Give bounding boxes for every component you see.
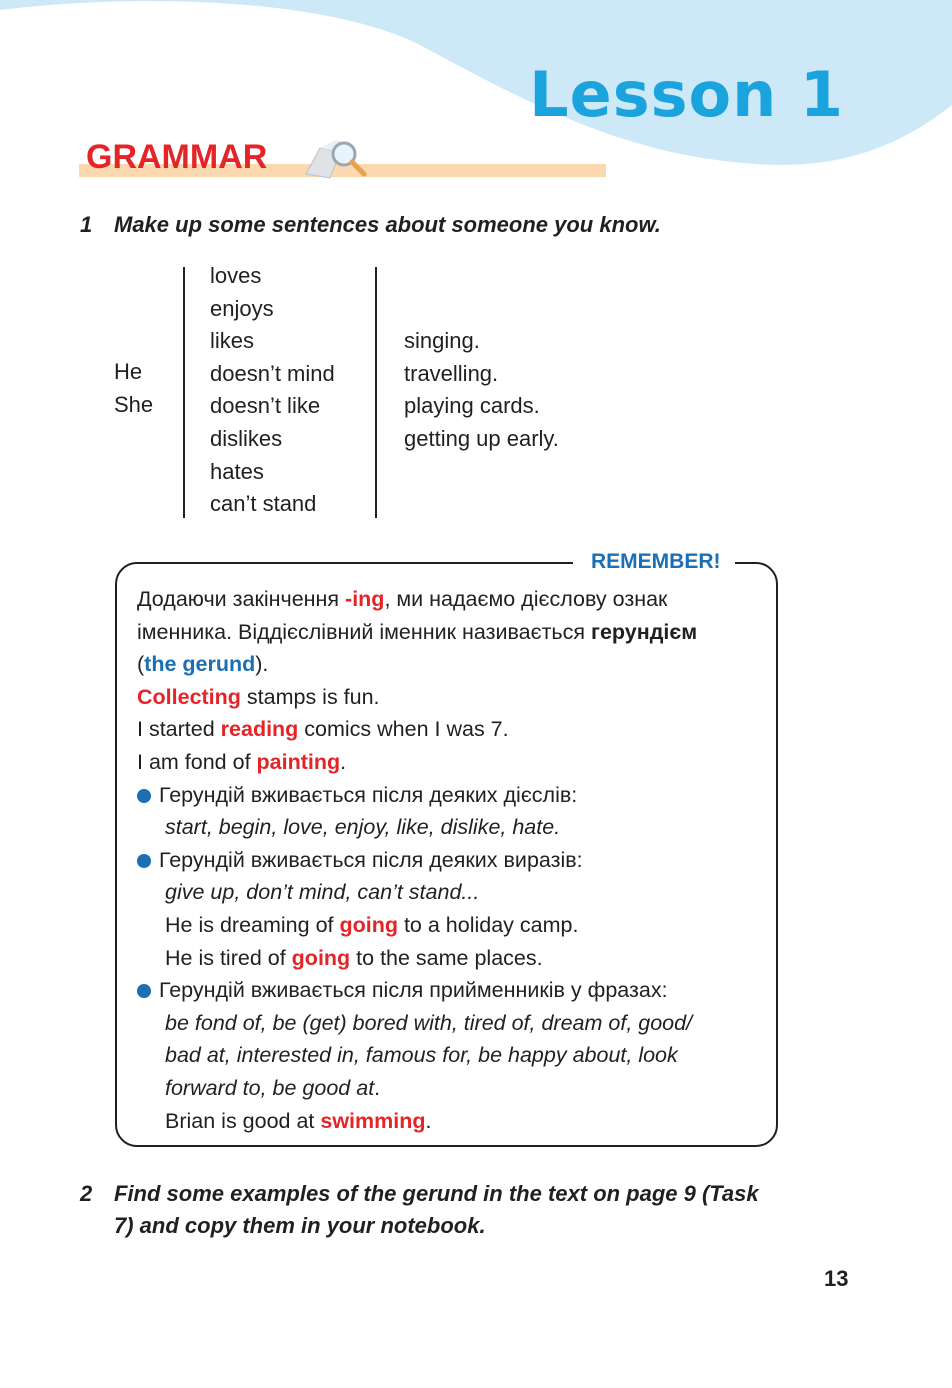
verb-item: dislikes: [210, 425, 283, 451]
example-line: [137, 713, 777, 746]
example-text: .: [425, 1108, 432, 1133]
intro-line-1: [137, 583, 777, 616]
bullet-icon: [137, 984, 151, 998]
rule-3-phrases: be fond of, be (get) bored with, tired of, dream of, good/: [165, 1010, 693, 1035]
example-line: [137, 746, 777, 779]
gerund-term-ua: герундієм: [591, 619, 698, 644]
subject-column: [114, 356, 153, 421]
rule-text: Герундій вживається після деяких дієслів:: [159, 782, 578, 807]
example-text: .: [340, 749, 347, 774]
magnifier-book-icon: [300, 134, 372, 182]
rule-2: [137, 844, 777, 877]
ing-suffix: -ing: [345, 587, 385, 611]
table-divider: [375, 267, 377, 518]
example-text: to the same places.: [350, 945, 543, 970]
paren: (: [137, 652, 145, 677]
example-text: Brian is good at: [165, 1108, 321, 1133]
example-text: He is dreaming of: [165, 912, 340, 937]
intro-text: , ми надаємо дієслову ознак: [384, 587, 668, 611]
highlighted-gerund: going: [291, 945, 351, 970]
rule-2-expressions: give up, don’t mind, can’t stand...: [165, 880, 480, 905]
rule-1: [137, 779, 777, 812]
table-divider: [183, 267, 185, 518]
remember-label: REMEMBER!: [573, 549, 735, 575]
rule-1-verbs: start, begin, love, enjoy, like, dislike, hate.: [165, 815, 561, 840]
subject-he: He: [114, 359, 143, 384]
example-text: stamps is fun.: [240, 684, 380, 709]
verb-column: [210, 260, 335, 521]
rule-3-phrases: bad at, interested in, famous for, be happy about, look: [165, 1043, 678, 1068]
subject-she: She: [114, 391, 154, 417]
bullet-icon: [137, 789, 151, 803]
gerund-term-en: the gerund: [144, 652, 256, 677]
rule-3-phrases: [137, 1072, 777, 1105]
example-line: [137, 909, 777, 942]
example-text: I am fond of: [137, 749, 257, 774]
phrase-text: forward to, be good at: [165, 1075, 375, 1100]
example-text: to a holiday camp.: [397, 912, 579, 937]
activity-item: travelling.: [404, 360, 499, 386]
highlighted-gerund: painting: [256, 749, 341, 774]
task-instruction: Find some examples of the gerund in the text on page 9 (Task 7) and copy them in your notebook.: [114, 1181, 759, 1238]
verb-item: doesn’t mind: [210, 360, 335, 386]
intro-text: Додаючи закінчення: [137, 587, 346, 611]
example-line: [137, 681, 777, 714]
verb-item: doesn’t like: [210, 393, 321, 419]
intro-text: іменника. Віддієслівний іменник називається: [137, 619, 591, 644]
paren: ).: [255, 652, 269, 677]
example-text: I started: [137, 717, 221, 742]
example-text: He is tired of: [165, 945, 292, 970]
highlighted-gerund: reading: [220, 717, 299, 742]
activity-column: [404, 325, 559, 455]
highlighted-gerund: Collecting: [137, 684, 241, 709]
lesson-title: Lesson 1: [529, 58, 844, 131]
verb-item: loves: [210, 263, 262, 288]
example-line: [137, 942, 777, 975]
example-text: comics when I was 7.: [298, 717, 509, 742]
verb-item: enjoys: [210, 295, 274, 321]
activity-item: playing cards.: [404, 393, 540, 419]
intro-line-3: [137, 648, 777, 681]
rule-text: Герундій вживається після деяких виразів:: [159, 847, 583, 872]
section-title: GRAMMAR: [86, 138, 268, 176]
example-line: [137, 1105, 777, 1138]
bullet-icon: [137, 854, 151, 868]
task-number: 1: [80, 212, 93, 237]
intro-line-2: [137, 616, 777, 649]
remember-content: [137, 583, 777, 1137]
rule-3: [137, 974, 777, 1007]
highlighted-gerund: swimming: [320, 1108, 426, 1133]
verb-item: can’t stand: [210, 491, 317, 517]
activity-item: singing.: [404, 328, 480, 353]
verb-item: likes: [210, 328, 255, 354]
page-number: 13: [824, 1266, 849, 1291]
highlighted-gerund: going: [339, 912, 398, 937]
task-instruction: Make up some sentences about someone you know.: [114, 212, 661, 237]
phrase-end: .: [374, 1075, 381, 1100]
activity-item: getting up early.: [404, 425, 559, 451]
verb-item: hates: [210, 458, 264, 484]
rule-text: Герундій вживається після прийменників у фразах:: [159, 978, 668, 1003]
task-number: 2: [80, 1181, 93, 1206]
